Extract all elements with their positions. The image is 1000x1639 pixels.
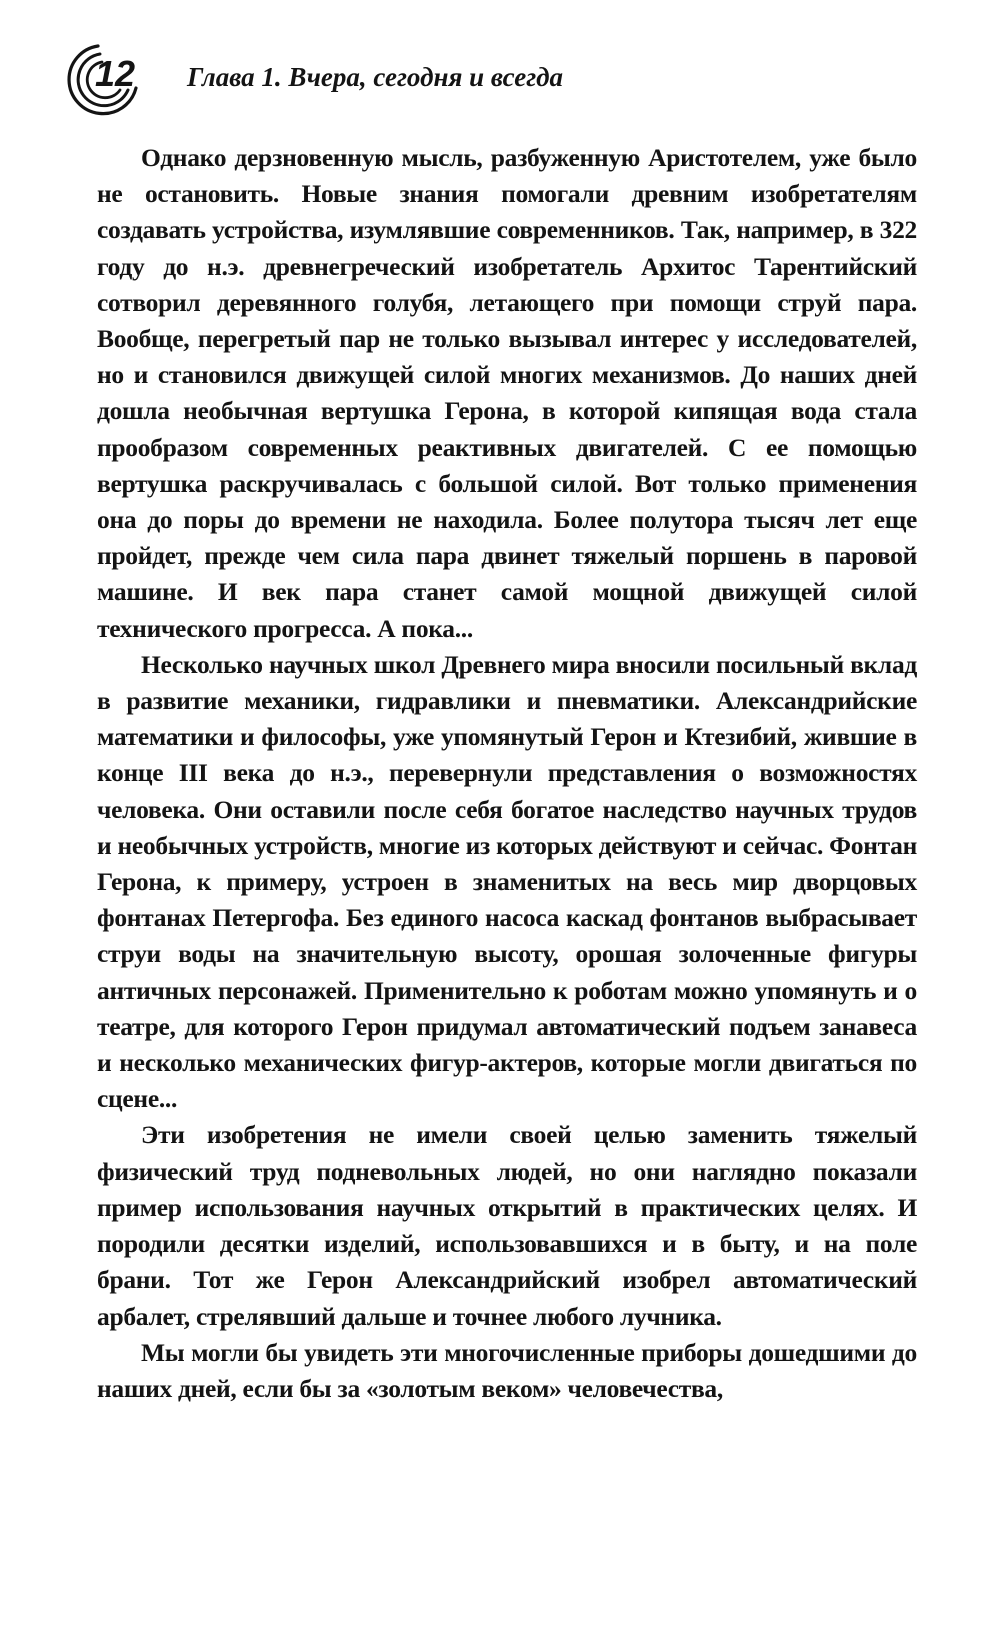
page-number: 12 (95, 53, 136, 94)
paragraph: Однако дерзновенную мысль, разбуженную Аристотелем, уже было не остановить. Новые знания помогали древним изобретателям создавать устройства, изумлявшие современников. Так, например, в 322 году до н.э. древнегреческий изобретатель Архитос Тарентийский сотворил деревянного голубя, летающего при помощи струй пара. Вообще, перегретый пар не только вызывал интерес у исследователей, но и становился движущей силой многих механизмов. До наших дней дошла необычная вертушка Герона, в которой кипящая вода стала прообразом современных реактивных двигателей. С ее помощью вертушка раскручивалась с большой силой. Вот только применения она до поры до времени не находила. Более полутора тысяч лет еще пройдет, прежде чем сила пара двинет тяжелый поршень в паровой машине. И век пара станет самой мощной движущей силой технического прогресса. А пока... (97, 143, 917, 643)
body-text (97, 140, 917, 1407)
page-header (62, 40, 942, 120)
paragraph: Эти изобретения не имели своей целью заменить тяжелый физический труд подневольных людей, но они наглядно показали пример использования научных открытий в практических целях. И породили десятки изделий, использовавшихся и в быту, и на поле брани. Тот же Герон Александрийский изобрел автоматический арбалет, стрелявший дальше и точнее любого лучника. (97, 1120, 917, 1331)
chapter-title: Глава 1. Вчера, сегодня и всегда (187, 62, 564, 92)
paragraph: Мы могли бы увидеть эти многочисленные приборы дошедшими до наших дней, если бы за «золотым веком» человечества, (97, 1337, 917, 1403)
paragraph: Несколько научных школ Древнего мира вносили посильный вклад в развитие механики, гидравлики и пневматики. Александрийские математики и философы, уже упомянутый Герон и Ктезибий, жившие в конце III века до н.э., перевернули представления о возможностях человека. Они оставили после себя богатое наследство научных трудов и необычных устройств, многие из которых действуют и сейчас. Фонтан Герона, к примеру, устроен в знаменитых на весь мир дворцовых фонтанах Петергофа. Без единого насоса каскад фонтанов выбрасывает струи воды на значительную высоту, орошая золоченные фигуры античных персонажей. Применительно к роботам можно упомянуть и о театре, для которого Герон придумал автоматический подъем занавеса и несколько механических фигур-актеров, которые могли двигаться по сцене... (97, 649, 917, 1114)
